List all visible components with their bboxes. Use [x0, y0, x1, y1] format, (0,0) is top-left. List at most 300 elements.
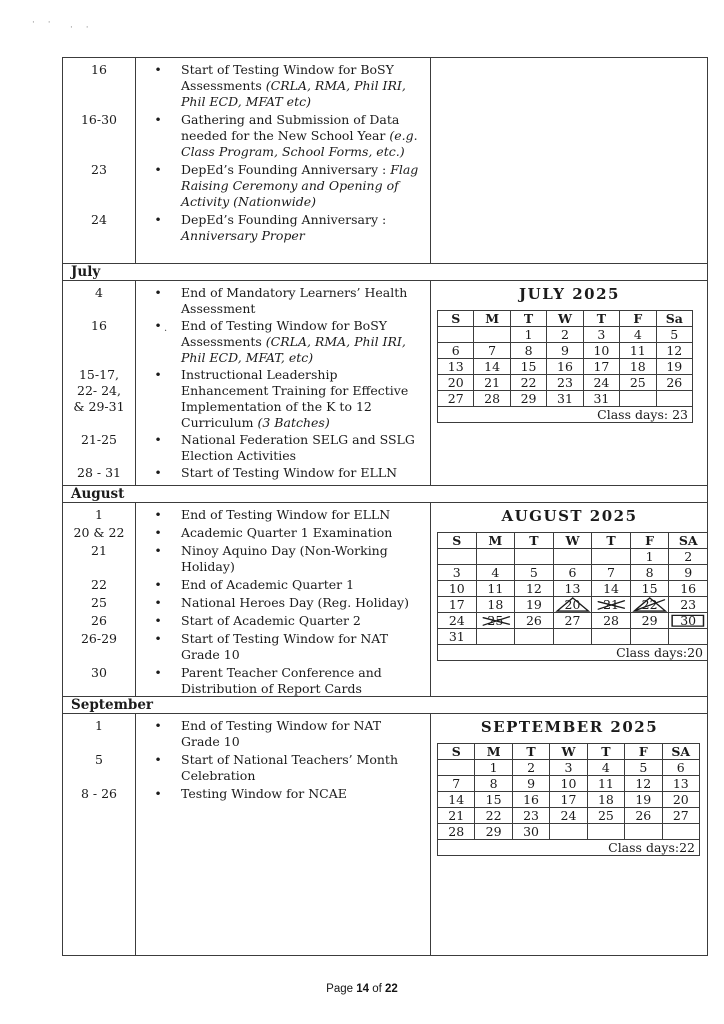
day-number: 3 [452, 565, 461, 580]
calendar-day-cell [620, 343, 656, 359]
event-date-line: 22 [91, 577, 107, 592]
calendar-day-cell [438, 549, 477, 565]
calendar-day-cell [510, 375, 546, 391]
day-number: 29 [520, 391, 537, 406]
event-date-line: 26-29 [80, 631, 118, 646]
calendar-weekday-header: T [510, 311, 546, 327]
calendar-day-cell [475, 776, 512, 792]
event-description [181, 718, 421, 750]
event-dates [63, 752, 135, 784]
description-segment: End of Academic Quarter 1 [181, 577, 355, 592]
description-segment: Start of Academic Quarter 2 [181, 613, 361, 628]
description-segment: End of Mandatory Learners’ Health Assessment [181, 285, 408, 316]
calendar-day-cell [625, 760, 662, 776]
day-number: 1 [489, 760, 498, 775]
bullet-icon: • [154, 613, 162, 628]
event-date-line: 23 [91, 162, 107, 177]
day-number: 15 [641, 581, 658, 596]
description-segment: (CRLA, RMA, Phil IRI, Phil ECD, MFAT etc) [181, 78, 406, 109]
page-number: 14 [356, 983, 370, 995]
event-row [63, 543, 430, 575]
calendar-day-cell [438, 776, 475, 792]
calendar-day-cell [662, 760, 699, 776]
calendar-week-row [438, 375, 693, 391]
dates-activities-columns [63, 58, 431, 263]
day-number: 9 [561, 343, 569, 358]
calendar-day-cell [547, 327, 583, 343]
event-description [181, 318, 421, 366]
calendar-day-cell [662, 792, 699, 808]
calendar-week-row [438, 629, 708, 645]
day-number: 2 [684, 549, 693, 564]
calendar-weekday-header: W [553, 533, 592, 549]
column-divider [135, 281, 136, 485]
page-footer [0, 983, 724, 995]
calendar-day-cell [553, 549, 592, 565]
calendar-day-cell [656, 391, 692, 407]
day-number: 30 [680, 613, 697, 628]
day-number: 8 [489, 776, 498, 791]
event-dates [63, 525, 135, 541]
event-dates [63, 577, 135, 593]
event-date-line: 1 [95, 718, 103, 733]
calendar-weekday-header: W [547, 311, 583, 327]
event-row [63, 613, 430, 629]
column-divider [135, 714, 136, 955]
day-number: 23 [680, 597, 697, 612]
calendar-day-cell [438, 613, 477, 629]
description-segment: Academic Quarter 1 Examination [181, 525, 393, 540]
event-row [63, 285, 430, 317]
calendar-day-cell [630, 565, 669, 581]
day-number: 27 [672, 808, 689, 823]
event-row [63, 212, 430, 244]
day-number: 19 [666, 359, 683, 374]
calendar-weekday-header: T [592, 533, 631, 549]
day-number: 17 [593, 359, 610, 374]
calendar-title: JULY 2025 [519, 285, 620, 303]
calendar-day-cell [553, 581, 592, 597]
events-list [63, 714, 430, 802]
event-dates [63, 212, 135, 244]
calendar-week-row [438, 327, 693, 343]
events-list [63, 281, 430, 481]
description-segment: Start of National Teachers’ Month Celebration [181, 752, 398, 783]
month-calendar [437, 532, 707, 661]
calendar-day-cell [630, 597, 669, 613]
day-number: 27 [564, 613, 581, 628]
day-number: 20 [672, 792, 689, 807]
calendar-day-cell [512, 776, 549, 792]
calendar-day-cell [438, 391, 474, 407]
event-row [63, 367, 430, 431]
event-dates [63, 432, 135, 464]
bullet-icon: • [154, 318, 162, 333]
day-number: 19 [635, 792, 652, 807]
calendar-day-cell [656, 327, 692, 343]
calendar-day-cell [547, 343, 583, 359]
calendar-day-cell [656, 343, 692, 359]
calendar-weekday-header: F [620, 311, 656, 327]
calendar-day-cell [592, 613, 631, 629]
day-number: 1 [645, 549, 654, 564]
day-number: 25 [487, 613, 504, 628]
day-number: 11 [597, 776, 614, 791]
event-date-line: 16 [91, 62, 107, 77]
event-row [63, 595, 430, 611]
event-description [181, 525, 421, 541]
event-description [181, 112, 421, 160]
calendar-day-cell [620, 359, 656, 375]
month-band-label: August [71, 486, 125, 502]
dates-activities-columns [63, 714, 431, 955]
day-number: 20 [564, 597, 581, 612]
calendar-day-cell [630, 629, 669, 645]
event-row [63, 786, 430, 802]
description-segment: End of Testing Window for ELLN [181, 507, 391, 522]
calendar-day-cell [475, 808, 512, 824]
calendar-day-cell [438, 760, 475, 776]
day-number: 11 [629, 343, 646, 358]
day-number: 31 [593, 391, 610, 406]
event-date-line: 26 [91, 613, 107, 628]
calendar-day-cell [625, 824, 662, 840]
calendar-day-cell [476, 565, 515, 581]
bullet-icon: • [154, 577, 162, 592]
day-number: 17 [448, 597, 465, 612]
bullet-icon: • [154, 112, 162, 127]
calendar-day-cell [438, 359, 474, 375]
event-dates [63, 285, 135, 317]
calendar-day-cell [515, 613, 554, 629]
day-number: 26 [525, 613, 542, 628]
day-number: 13 [447, 359, 464, 374]
calendar-day-cell [620, 391, 656, 407]
bullet-icon: • [154, 525, 162, 540]
calendar-day-cell [669, 565, 707, 581]
calendar-weekday-header: F [630, 533, 669, 549]
event-date-line: 21-25 [80, 432, 118, 447]
calendar-weekday-header: M [474, 311, 510, 327]
calendar-weekday-header: T [515, 533, 554, 549]
event-row [63, 432, 430, 464]
calendar-day-cell [550, 776, 587, 792]
calendar-day-cell [438, 629, 477, 645]
event-dates [63, 665, 135, 696]
column-divider [135, 58, 136, 263]
description-segment: Gathering and Submission of Data needed for the New School Year [181, 112, 400, 143]
calendar-day-cell [583, 359, 619, 375]
calendar-day-cell [510, 343, 546, 359]
event-date-line: 20 & 22 [73, 525, 125, 540]
calendar-title: AUGUST 2025 [501, 507, 638, 525]
event-row [63, 465, 430, 481]
scan-artifact: · [164, 326, 168, 337]
bullet-icon: • [154, 367, 162, 382]
calendar-day-cell [512, 760, 549, 776]
calendar-week-row [438, 792, 700, 808]
day-number: 9 [684, 565, 693, 580]
calendar-title: SEPTEMBER 2025 [480, 718, 659, 736]
calendar-header-row [438, 311, 693, 327]
day-number: 7 [488, 343, 497, 358]
calendar-day-cell [630, 549, 669, 565]
day-number: 19 [525, 597, 542, 612]
calendar-day-cell [669, 613, 707, 629]
calendar-day-cell [662, 808, 699, 824]
event-date-line: 16 [91, 318, 107, 333]
dates-activities-columns [63, 503, 431, 696]
calendar-header-row [438, 533, 708, 549]
month-calendar [437, 743, 700, 856]
event-row [63, 318, 430, 366]
event-date-line: 8 - 26 [80, 786, 118, 801]
event-dates [63, 112, 135, 160]
event-dates [63, 318, 135, 366]
calendar-day-cell [553, 597, 592, 613]
description-segment: Ninoy Aquino Day (Non-Working Holiday) [181, 543, 388, 574]
calendar-day-cell [620, 375, 656, 391]
day-number: 31 [557, 391, 573, 406]
calendar-week-row [438, 565, 708, 581]
description-segment: Parent Teacher Conference and Distribution of Report Cards [181, 665, 382, 696]
calendar-day-cell [476, 597, 515, 613]
day-number: 11 [487, 581, 504, 596]
event-dates [63, 786, 135, 802]
day-number: 8 [645, 565, 654, 580]
calendar-day-cell [438, 792, 475, 808]
calendar-day-cell [510, 391, 546, 407]
bullet-icon: • [154, 465, 162, 480]
event-description [181, 465, 421, 481]
calendar-weekday-header: SA [669, 533, 707, 549]
calendar-day-cell [669, 549, 707, 565]
section-june-cont [63, 58, 707, 263]
event-dates [63, 543, 135, 575]
scan-artifact: · · [32, 18, 56, 28]
event-description [181, 367, 421, 431]
day-number: 3 [597, 327, 606, 342]
day-number: 23 [557, 375, 573, 390]
section-july [63, 281, 707, 485]
day-number: 16 [557, 359, 573, 374]
event-dates [63, 595, 135, 611]
day-number: 22 [641, 597, 658, 612]
event-description [181, 631, 421, 663]
calendar-column [431, 503, 707, 696]
day-number: 15 [520, 359, 537, 374]
day-number: 4 [601, 760, 610, 775]
month-calendar [437, 310, 693, 423]
dates-activities-columns [63, 281, 431, 485]
day-number: 16 [680, 581, 697, 596]
class-days-cell: Class days:22 [438, 840, 700, 856]
day-number: 20 [447, 375, 464, 390]
calendar-day-cell [512, 808, 549, 824]
day-number: 12 [666, 343, 683, 358]
day-number: 12 [525, 581, 542, 596]
calendar-day-cell [515, 597, 554, 613]
bullet-icon: • [154, 162, 162, 177]
day-number: 6 [676, 760, 685, 775]
bullet-icon: • [154, 752, 162, 767]
description-segment: Anniversary Proper [181, 228, 305, 243]
calendar-day-cell [625, 792, 662, 808]
day-number: 2 [527, 760, 536, 775]
day-number: 21 [484, 375, 501, 390]
day-number: 18 [629, 359, 646, 374]
calendar-day-cell [553, 565, 592, 581]
description-segment: Instructional Leadership Enhancement Training for Effective Implementation of the K to 12 Curriculum [181, 367, 409, 430]
class-days-row [438, 407, 693, 423]
calendar-weekday-header: T [583, 311, 619, 327]
day-number: 28 [448, 824, 465, 839]
calendar-weekday-header: W [550, 744, 587, 760]
day-number: 14 [484, 359, 501, 374]
calendar-week-row [438, 776, 700, 792]
calendar-day-cell [587, 808, 624, 824]
day-number: 16 [523, 792, 539, 807]
calendar-week-row [438, 613, 708, 629]
day-number: 17 [560, 792, 577, 807]
calendar-day-cell [625, 776, 662, 792]
calendar-week-row [438, 359, 693, 375]
day-number: 21 [448, 808, 465, 823]
description-segment: DepEd’s Founding Anniversary : [181, 212, 387, 227]
calendar-week-row [438, 549, 708, 565]
event-date-line: 24 [91, 212, 107, 227]
event-date-line: & 29-31 [73, 399, 125, 414]
event-dates [63, 507, 135, 523]
calendar-day-cell [510, 327, 546, 343]
calendar-column [431, 714, 707, 955]
calendar-day-cell [587, 792, 624, 808]
calendar-day-cell [547, 375, 583, 391]
day-number: 4 [491, 565, 500, 580]
event-row [63, 162, 430, 210]
event-dates [63, 613, 135, 629]
day-number: 30 [523, 824, 539, 839]
bullet-icon: • [154, 62, 162, 77]
bullet-icon: • [154, 631, 162, 646]
day-number: 2 [561, 327, 569, 342]
calendar-weekday-header: S [438, 533, 477, 549]
bullet-icon: • [154, 507, 162, 522]
event-description [181, 752, 421, 784]
calendar-week-row [438, 581, 708, 597]
event-description [181, 577, 421, 593]
day-number: 29 [641, 613, 658, 628]
month-band-july [63, 263, 707, 281]
calendar-day-cell [553, 629, 592, 645]
day-number: 12 [635, 776, 652, 791]
calendar-day-cell [662, 776, 699, 792]
calendar-day-cell [438, 808, 475, 824]
day-number: 23 [523, 808, 539, 823]
section-august [63, 503, 707, 696]
calendar-column [431, 58, 707, 263]
description-segment: Flag Raising Ceremony and Opening of Activity (Nationwide) [181, 162, 419, 209]
calendar-day-cell [625, 808, 662, 824]
month-band-september [63, 696, 707, 714]
calendar-week-row [438, 808, 700, 824]
event-date-line: 30 [91, 665, 107, 680]
calendar-weekday-header: Sa [656, 311, 692, 327]
event-date-line: 16-30 [80, 112, 118, 127]
calendar-weekday-header: F [625, 744, 662, 760]
event-date-line: 25 [91, 595, 107, 610]
section-september [63, 714, 707, 955]
day-number: 3 [564, 760, 573, 775]
calendar-day-cell [515, 565, 554, 581]
day-number: 13 [564, 581, 581, 596]
day-number: 1 [524, 327, 533, 342]
description-segment: Start of Testing Window for BoSY Assessments [181, 62, 394, 93]
day-number: 26 [666, 375, 683, 390]
day-number: 22 [485, 808, 502, 823]
calendar-day-cell [438, 824, 475, 840]
day-number: 18 [597, 792, 614, 807]
calendar-day-cell [587, 776, 624, 792]
day-number: 6 [568, 565, 577, 580]
calendar-day-cell [656, 375, 692, 391]
calendar-day-cell [547, 391, 583, 407]
day-number: 7 [452, 776, 461, 791]
calendar-day-cell [475, 824, 512, 840]
total-pages: 22 [385, 983, 398, 995]
calendar-day-cell [474, 343, 510, 359]
calendar-day-cell [474, 359, 510, 375]
day-number: 27 [447, 391, 464, 406]
calendar-weekday-header: M [476, 533, 515, 549]
calendar-day-cell [656, 359, 692, 375]
calendar-week-row [438, 391, 693, 407]
page-label: Page [326, 983, 354, 995]
day-number: 24 [593, 375, 610, 390]
day-number: 14 [448, 792, 465, 807]
bullet-icon: • [154, 543, 162, 558]
calendar-day-cell [550, 792, 587, 808]
column-divider [135, 503, 136, 696]
event-row [63, 62, 430, 110]
bullet-icon: • [154, 786, 162, 801]
day-number: 14 [603, 581, 619, 596]
calendar-day-cell [438, 597, 477, 613]
calendar-day-cell [438, 581, 477, 597]
day-number: 13 [672, 776, 689, 791]
calendar-day-cell [587, 760, 624, 776]
calendar-day-cell [512, 824, 549, 840]
day-number: 31 [448, 629, 465, 644]
calendar-day-cell [474, 391, 510, 407]
calendar-day-cell [669, 629, 707, 645]
event-dates [63, 465, 135, 481]
day-number: 21 [603, 597, 619, 612]
calendar-day-cell [583, 375, 619, 391]
class-days-cell: Class days:20 [438, 645, 708, 661]
event-row [63, 718, 430, 750]
description-segment: End of Testing Window for BoSY Assessments [181, 318, 388, 349]
description-segment: (3 Batches) [257, 415, 330, 430]
calendar-day-cell [553, 613, 592, 629]
class-days-row [438, 840, 700, 856]
calendar-weekday-header: SA [662, 744, 699, 760]
day-number: 24 [560, 808, 577, 823]
month-band-label: September [71, 697, 154, 713]
description-segment: (e.g. Class Program, School Forms, etc.) [181, 128, 418, 159]
event-description [181, 285, 421, 317]
event-row [63, 752, 430, 784]
